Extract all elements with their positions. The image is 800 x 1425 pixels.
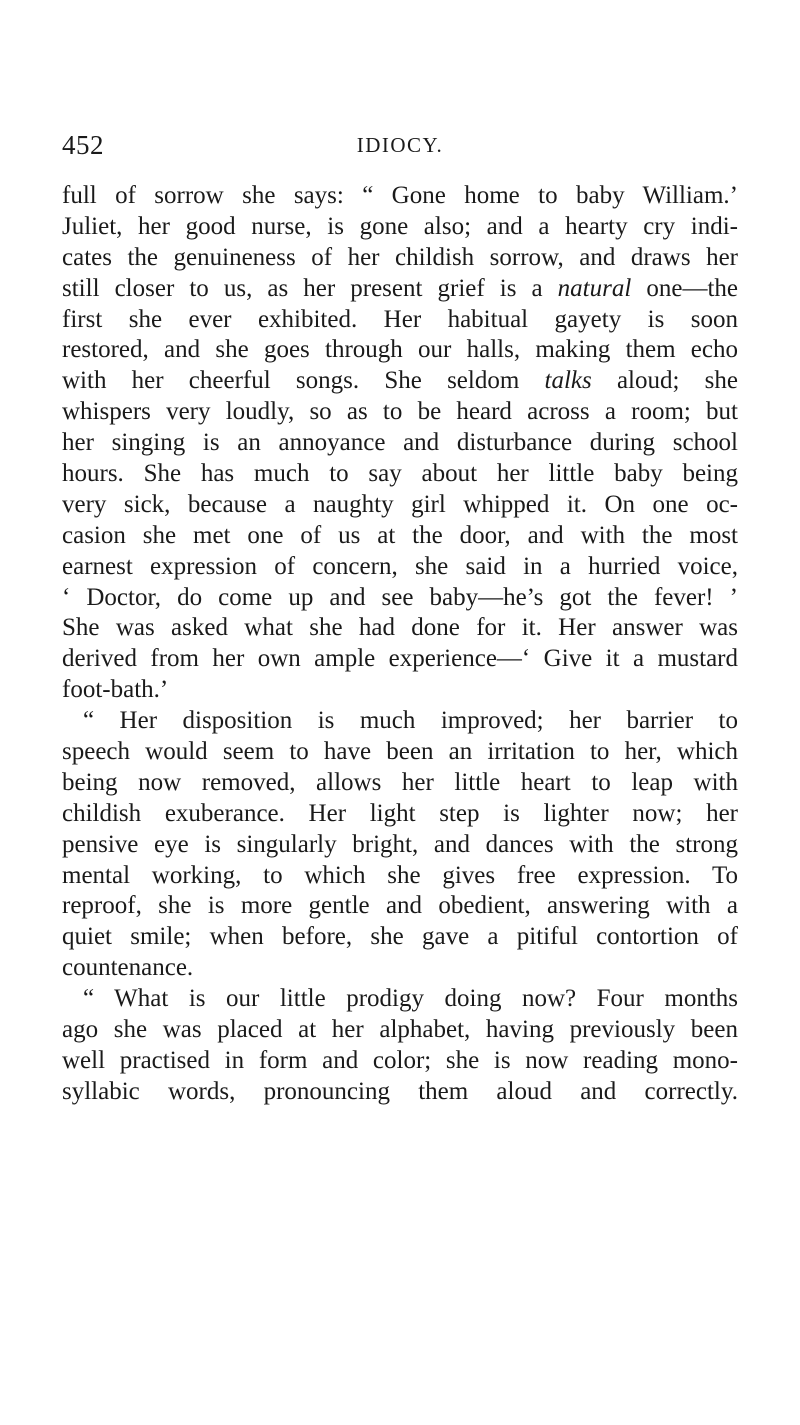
text-line: Juliet, her good nurse, is gone also; and a hearty cry indi- [62, 212, 738, 240]
text-line: earnest expression of concern, she said in a hurried voice, [62, 552, 738, 580]
text-line: restored, and she goes through our halls, making them echo [62, 336, 738, 364]
text-line: quiet smile; when before, she gave a pitiful contortion of [62, 923, 738, 951]
paragraph-start-line: “ Her disposition is much improved; her barrier to [83, 707, 738, 735]
text-line: her singing is an annoyance and disturbance during school [62, 429, 738, 457]
body-text [62, 181, 738, 1108]
text-line: syllabic words, pronouncing them aloud and correctly. [62, 1077, 738, 1105]
emphasis-text: talks [544, 367, 592, 395]
text-line: still closer to us, as her present grief is a natural one—the [62, 274, 738, 302]
text-line: being now removed, allows her little heart to leap with [62, 768, 738, 796]
text-line: She was asked what she had done for it. Her answer was [62, 614, 738, 642]
text-line: speech would seem to have been an irritation to her, which [62, 738, 738, 766]
text-line: very sick, because a naughty girl whipped it. On one oc- [62, 490, 738, 518]
text-line: whispers very loudly, so as to be heard across a room; but [62, 398, 738, 426]
text-line: full of sorrow she says: “ Gone home to baby William.’ [62, 182, 738, 209]
text-line: pensive eye is singularly bright, and dances with the strong [62, 830, 738, 858]
page-number: 452 [62, 130, 104, 160]
text-line: reproof, she is more gentle and obedient, answering with a [62, 892, 738, 920]
text-line: with her cheerful songs. She seldom talks aloud; she [62, 367, 738, 395]
text-line: childish exuberance. Her light step is lighter now; her [62, 799, 738, 827]
text-line: hours. She has much to say about her little baby being [62, 460, 738, 488]
text-line: ‘ Doctor, do come up and see baby—he’s got the fever! ’ [62, 583, 738, 611]
text-line: first she ever exhibited. Her habitual gayety is soon [62, 305, 738, 333]
text-line: cates the genuineness of her childish sorrow, and draws her [62, 243, 738, 271]
text-line: ago she was placed at her alphabet, having previously been [62, 1016, 738, 1044]
text-line: mental working, to which she gives free expression. To [62, 861, 738, 889]
emphasis-text: natural [557, 274, 632, 302]
running-title: IDIOCY. [356, 133, 444, 157]
paragraph-start-line: “ What is our little prodigy doing now? Four months [83, 985, 738, 1013]
text-line: casion she met one of us at the door, and with the most [62, 521, 738, 549]
running-head [62, 130, 738, 164]
text-line: foot-bath.’ [62, 676, 169, 704]
text-line: derived from her own ample experience—‘ Give it a mustard [62, 645, 738, 673]
text-line: well practised in form and color; she is now reading mono- [62, 1046, 738, 1074]
text-line: countenance. [62, 954, 194, 982]
